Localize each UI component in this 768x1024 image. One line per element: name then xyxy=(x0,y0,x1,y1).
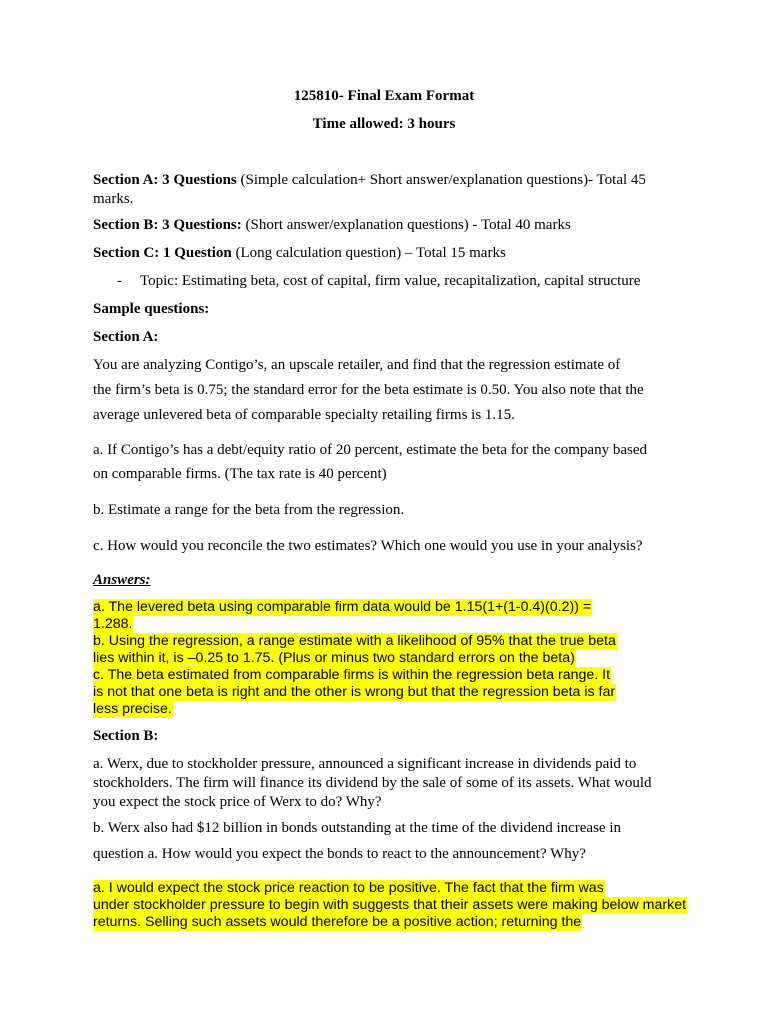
section-b-answer-line xyxy=(93,897,687,915)
answer-line xyxy=(93,633,617,651)
highlighted-text: c. The beta estimated from comparable firms is within the regression beta range. It xyxy=(93,667,611,683)
exam-title: 125810- Final Exam Format xyxy=(293,88,475,104)
answer-line xyxy=(93,599,592,617)
highlighted-text: is not that one beta is right and the other is wrong but that the regression beta is far xyxy=(93,684,616,700)
highlighted-text: lies within it, is –0.25 to 1.75. (Plus or minus two standard errors on the beta) xyxy=(93,650,575,666)
question-line: average unlevered beta of comparable specialty retailing firms is 1.15. xyxy=(93,407,515,423)
answer-line xyxy=(93,684,616,702)
question-line: You are analyzing Contigo’s, an upscale retailer, and find that the regression estimate of xyxy=(93,357,621,373)
section-b-heading: Section B: xyxy=(93,728,159,744)
highlighted-text: returns. Selling such assets would therefore be a positive action; returning the xyxy=(93,914,582,930)
section-b-q-a-line: you expect the stock price of Werx to do? Why? xyxy=(93,794,382,810)
section-b-format xyxy=(93,217,571,234)
section-b-label: Section B: 3 Questions: xyxy=(93,217,242,233)
section-c-desc: (Long calculation question) – Total 15 marks xyxy=(231,245,506,261)
section-a-format xyxy=(93,171,683,209)
highlighted-text: a. The levered beta using comparable firm data would be 1.15(1+(1-0.4)(0.2)) = xyxy=(93,599,592,615)
section-a-desc: (Simple calculation+ Short answer/explanation questions)- Total 45 xyxy=(236,172,646,188)
section-b-answer-line xyxy=(93,880,605,898)
time-allowed: Time allowed: 3 hours xyxy=(312,116,456,132)
question-line: the firm’s beta is 0.75; the standard error for the beta estimate is 0.50. You also note that the xyxy=(93,382,644,398)
answer-line xyxy=(93,667,611,685)
section-b-q-b-line: b. Werx also had $12 billion in bonds outstanding at the time of the dividend increase in xyxy=(93,820,622,836)
section-b-q-b-line: question a. How would you expect the bonds to react to the announcement? Why? xyxy=(93,846,586,862)
section-c-label: Section C: 1 Question xyxy=(93,245,232,261)
answer-line xyxy=(93,616,133,634)
topic-bullet-dash: - xyxy=(117,273,122,289)
highlighted-text: under stockholder pressure to begin with suggests that their assets were making below market xyxy=(93,897,687,913)
highlighted-text: 1.288. xyxy=(93,616,133,632)
section-b-answer-line xyxy=(93,914,582,932)
sample-section-a-heading: Section A: xyxy=(93,329,159,345)
highlighted-text: a. I would expect the stock price reaction to be positive. The fact that the firm was xyxy=(93,880,604,896)
section-c-format xyxy=(93,245,506,262)
answer-line xyxy=(93,701,173,719)
highlighted-text: b. Using the regression, a range estimate with a likelihood of 95% that the true beta xyxy=(93,633,616,649)
answer-line xyxy=(93,650,576,668)
highlighted-text: less precise. xyxy=(93,701,172,717)
sample-questions-heading: Sample questions: xyxy=(93,301,210,317)
part-a-line: on comparable firms. (The tax rate is 40 percent) xyxy=(93,466,387,482)
section-b-desc: (Short answer/explanation questions) - Total 40 marks xyxy=(241,217,571,233)
part-a-line: a. If Contigo’s has a debt/equity ratio of 20 percent, estimate the beta for the company based xyxy=(93,442,647,458)
part-c-question: c. How would you reconcile the two estimates? Which one would you use in your analysis? xyxy=(93,538,643,554)
section-b-q-a-line: stockholders. The firm will finance its dividend by the sale of some of its assets. What would xyxy=(93,775,652,791)
section-b-q-a-line: a. Werx, due to stockholder pressure, announced a significant increase in dividends paid to xyxy=(93,756,637,772)
topic-text: Topic: Estimating beta, cost of capital, firm value, recapitalization, capital structure xyxy=(140,273,641,289)
section-a-label: Section A: 3 Questions xyxy=(93,172,237,188)
section-a-desc-cont: marks. xyxy=(93,191,134,207)
answers-heading: Answers: xyxy=(93,572,151,588)
part-b-question: b. Estimate a range for the beta from the regression. xyxy=(93,502,405,518)
